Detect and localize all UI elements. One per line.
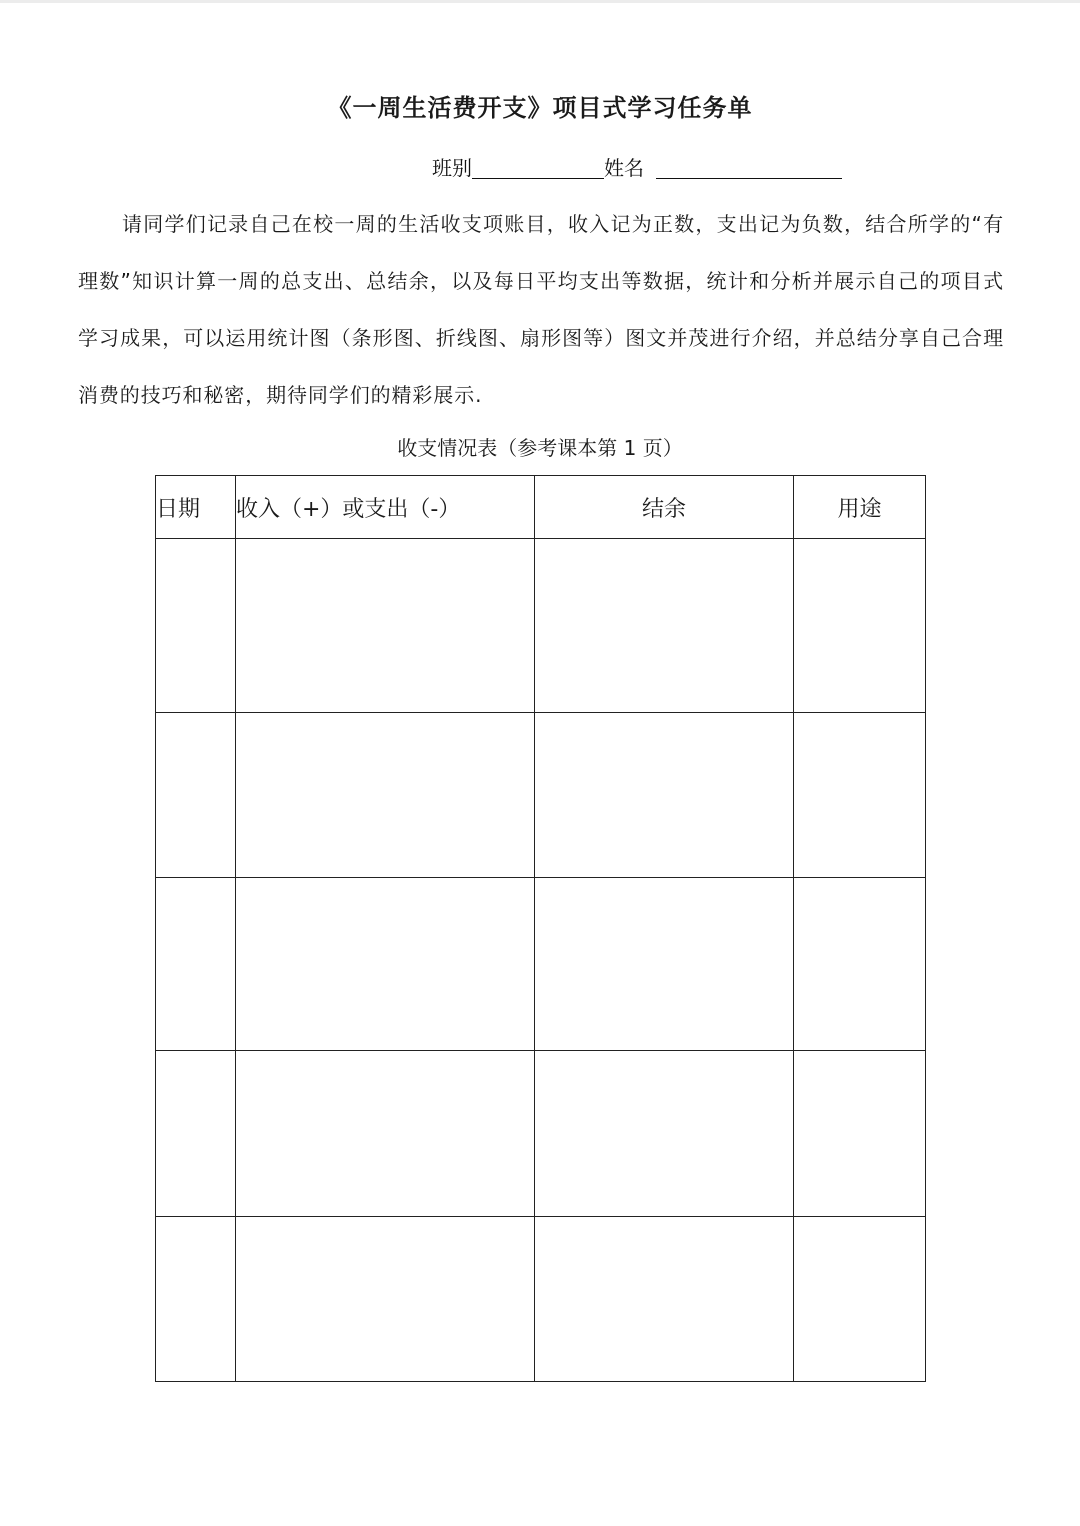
usage-cell[interactable]	[794, 539, 926, 713]
class-field[interactable]	[472, 152, 604, 179]
date-cell[interactable]	[156, 1051, 236, 1217]
table-row	[156, 878, 926, 1051]
class-label: 班别	[432, 156, 472, 180]
usage-cell[interactable]	[794, 713, 926, 878]
student-info-line	[432, 150, 842, 182]
balance-cell[interactable]	[535, 539, 794, 713]
table-row	[156, 1051, 926, 1217]
page-title: 《一周生活费开支》项目式学习任务单	[327, 94, 753, 122]
amount-cell[interactable]	[236, 878, 535, 1051]
balance-cell[interactable]	[535, 878, 794, 1051]
table-header-row	[156, 476, 926, 539]
table-row	[156, 1217, 926, 1382]
amount-cell[interactable]	[236, 713, 535, 878]
table-row	[156, 713, 926, 878]
header-date: 日期	[156, 476, 236, 539]
amount-cell[interactable]	[236, 1051, 535, 1217]
header-usage: 用途	[794, 476, 926, 539]
header-amount: 收入（+）或支出（-）	[236, 476, 535, 539]
amount-cell[interactable]	[236, 1217, 535, 1382]
usage-cell[interactable]	[794, 1051, 926, 1217]
usage-cell[interactable]	[794, 1217, 926, 1382]
page-top-edge	[0, 0, 1080, 3]
balance-cell[interactable]	[535, 713, 794, 878]
usage-cell[interactable]	[794, 878, 926, 1051]
amount-cell[interactable]	[236, 539, 535, 713]
date-cell[interactable]	[156, 878, 236, 1051]
balance-cell[interactable]	[535, 1217, 794, 1382]
date-cell[interactable]	[156, 713, 236, 878]
header-balance: 结余	[535, 476, 794, 539]
name-field[interactable]	[656, 152, 842, 179]
date-cell[interactable]	[156, 539, 236, 713]
name-label: 姓名	[604, 156, 644, 180]
table-row	[156, 539, 926, 713]
balance-cell[interactable]	[535, 1051, 794, 1217]
date-cell[interactable]	[156, 1217, 236, 1382]
table-caption: 收支情况表（参考课本第 1 页）	[397, 436, 683, 460]
instructions-paragraph: 请同学们记录自己在校一周的生活收支项账目，收入记为正数，支出记为负数，结合所学的“有理数”知识计算一周的总支出、总结余，以及每日平均支出等数据，统计和分析并展示自己的项目式学习成果，可以运用统计图（条形图、折线图、扇形图等）图文并茂进行介绍，并总结分享自己合理消费的技巧和秘密，期待同学们的精彩展示.	[78, 212, 1004, 407]
income-expense-table	[155, 475, 926, 1382]
